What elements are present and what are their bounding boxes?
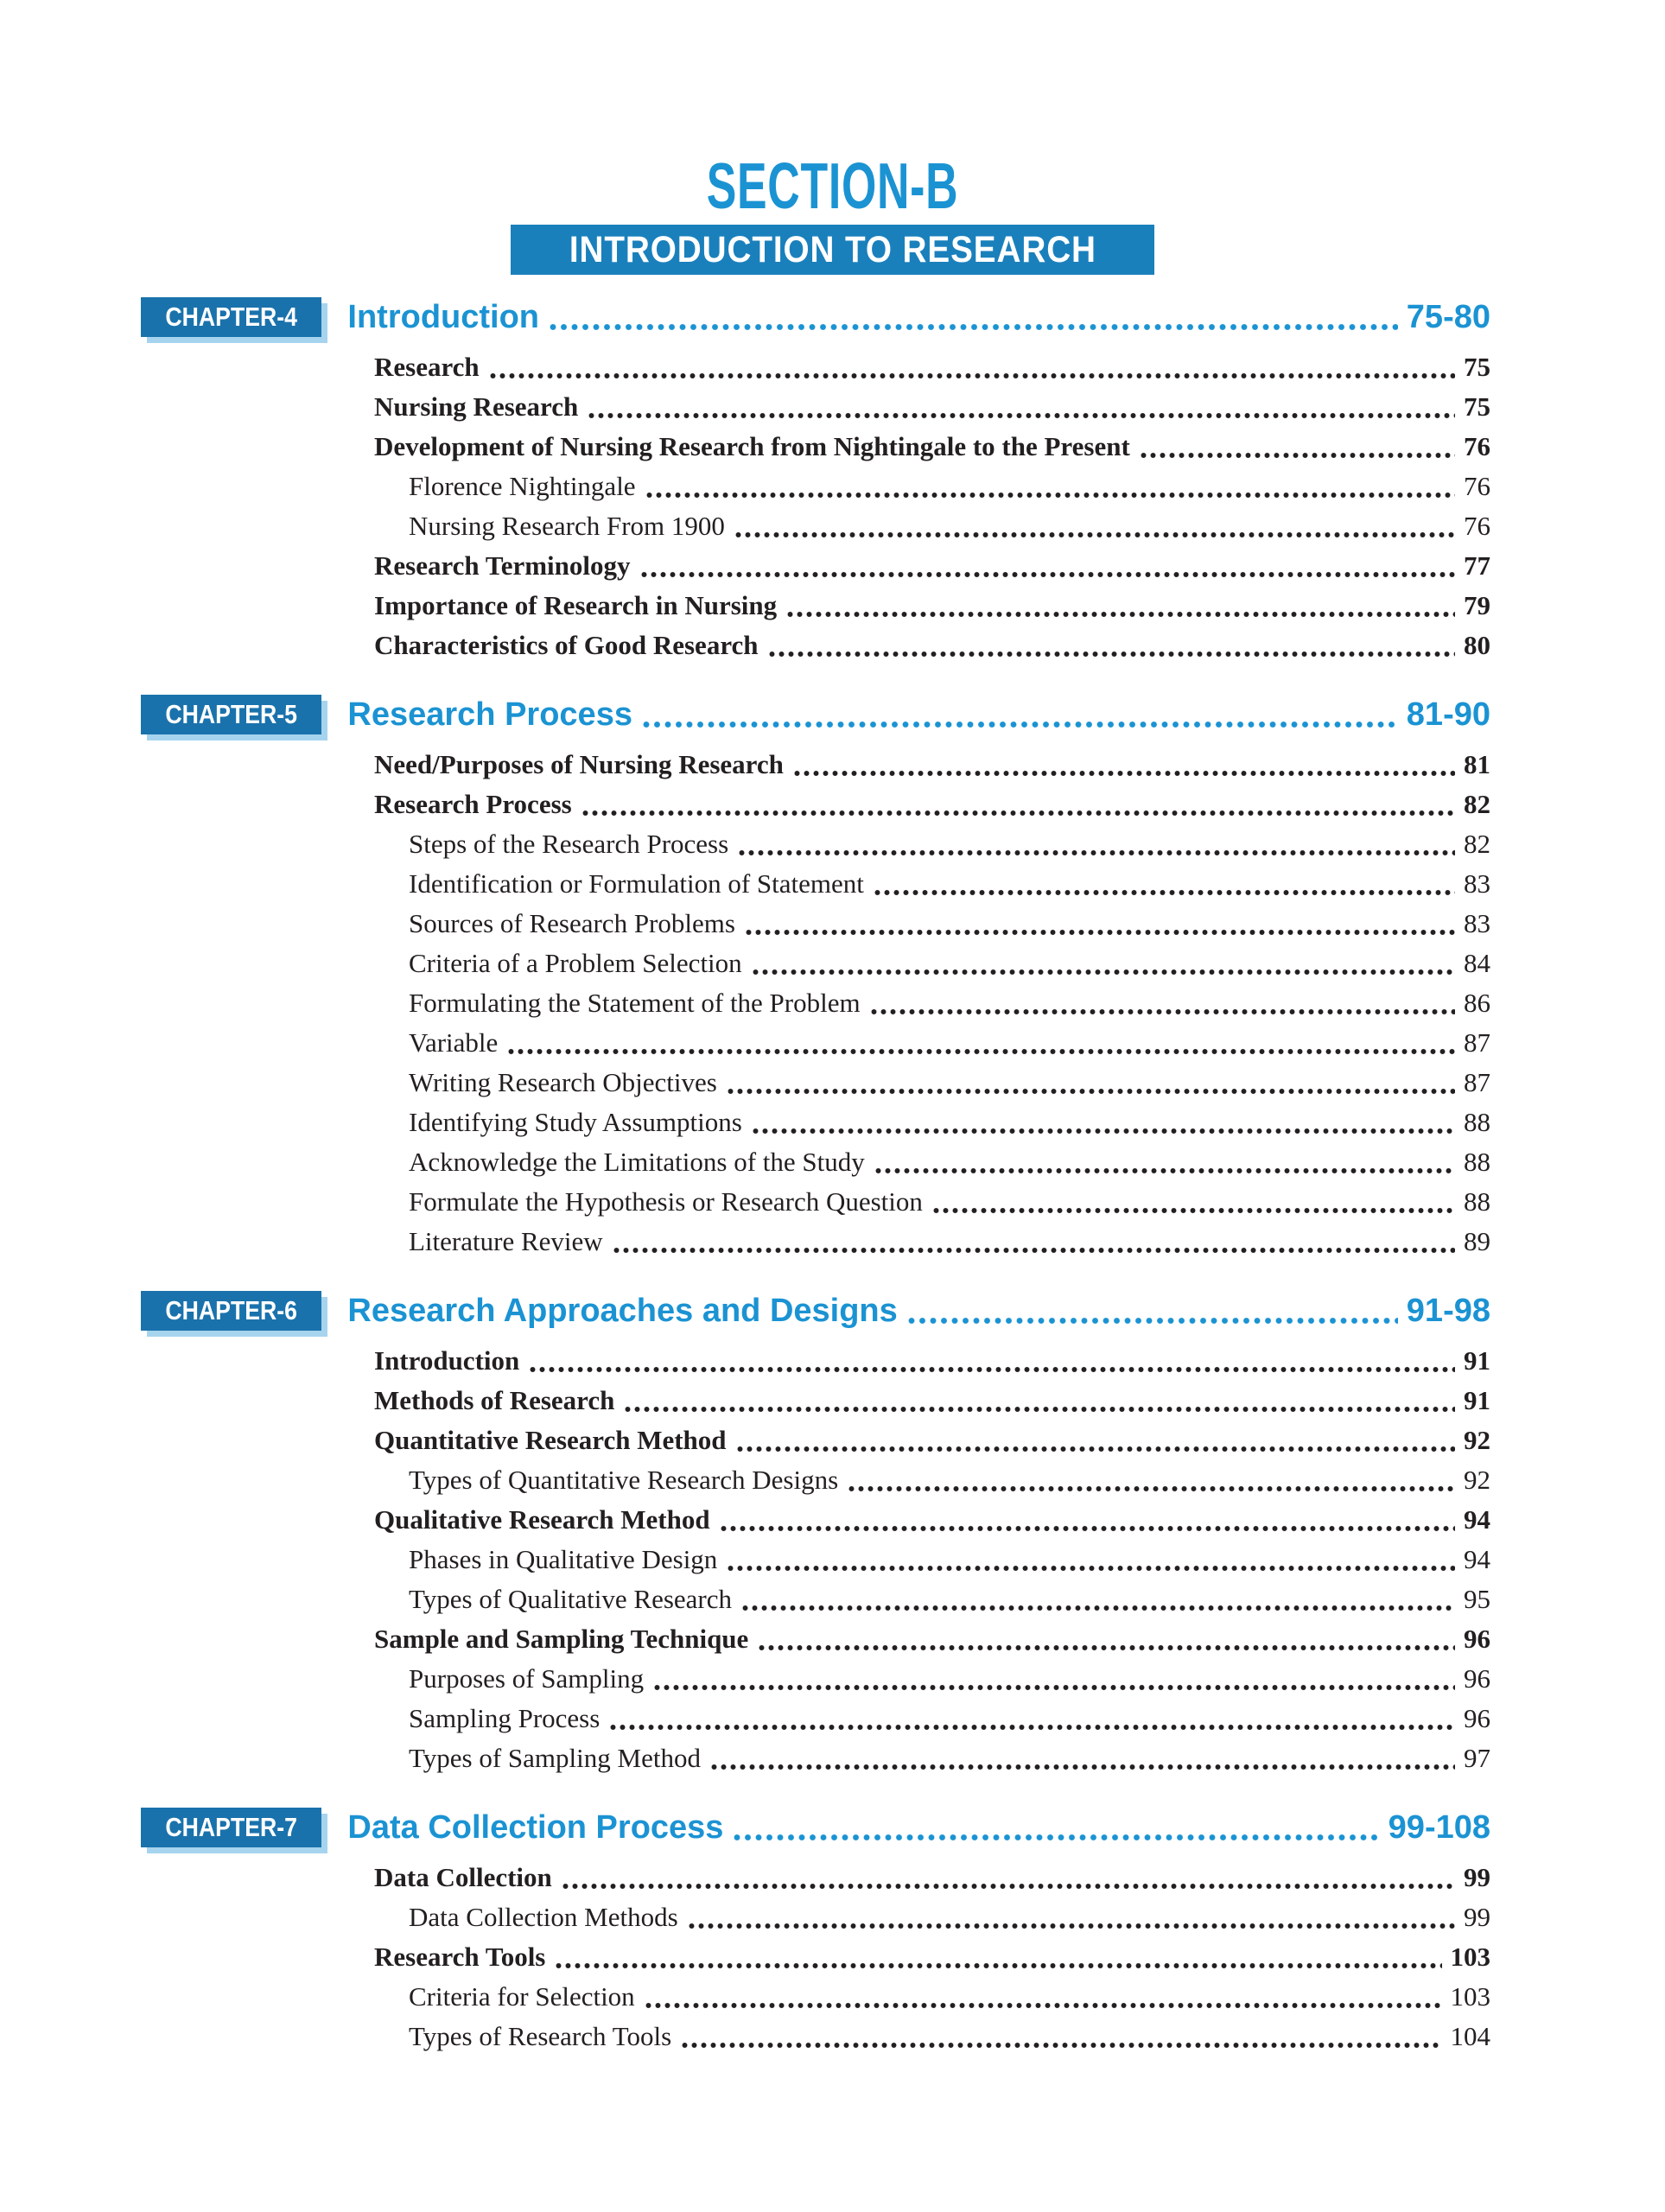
section-banner: [511, 225, 1155, 275]
entry-label: Introduction: [374, 1345, 520, 1376]
entry-label: Characteristics of Good Research: [374, 630, 759, 660]
chapter-badge-label: CHAPTER-4: [165, 302, 297, 332]
toc-entry: [409, 1977, 1490, 2017]
entry-dotted-leader: [933, 1207, 1455, 1214]
chapter-entries: [141, 1341, 1490, 1778]
chapter-dotted-leader: [643, 721, 1398, 728]
toc-entry: [374, 586, 1490, 626]
toc-entry: [374, 387, 1490, 427]
toc-entry: [409, 1659, 1490, 1699]
chapter-badge: [141, 1291, 321, 1331]
entry-label: Nursing Research: [374, 391, 579, 422]
chapter-title: Introduction: [347, 298, 540, 335]
entry-page-number: 103: [1450, 1942, 1490, 1972]
toc-entry: [409, 1023, 1490, 1063]
chapter-badge-label: CHAPTER-6: [165, 1295, 297, 1325]
entry-page-number: 99: [1464, 1862, 1490, 1892]
entry-page-number: 76: [1464, 471, 1490, 501]
chapter-entries: [141, 1858, 1490, 2056]
toc-entry: [409, 1063, 1490, 1103]
entry-label: Need/Purposes of Nursing Research: [374, 749, 784, 779]
chapter-badge: [141, 695, 321, 734]
entry-page-number: 82: [1464, 829, 1490, 859]
entry-dotted-leader: [875, 1167, 1455, 1174]
entry-dotted-leader: [737, 1446, 1455, 1452]
entry-dotted-leader: [735, 531, 1455, 538]
entry-label: Sources of Research Problems: [409, 908, 735, 938]
toc-entry: [409, 1182, 1490, 1222]
entry-page-number: 77: [1464, 550, 1490, 581]
toc-entry: [374, 1421, 1490, 1460]
toc-entry: [409, 824, 1490, 864]
entry-page-number: 97: [1464, 1743, 1490, 1773]
entry-dotted-leader: [654, 1684, 1455, 1691]
entry-label: Types of Qualitative Research: [409, 1584, 732, 1614]
toc-entry: [374, 1619, 1490, 1659]
toc-entry: [409, 506, 1490, 546]
entry-dotted-leader: [646, 492, 1455, 499]
entry-dotted-leader: [682, 2042, 1441, 2049]
entry-label: Sampling Process: [409, 1703, 601, 1733]
entry-page-number: 91: [1464, 1345, 1490, 1376]
entry-page-number: 96: [1464, 1624, 1490, 1654]
entry-label: Types of Research Tools: [409, 2021, 672, 2051]
entry-dotted-leader: [753, 1128, 1455, 1135]
entry-label: Methods of Research: [374, 1385, 615, 1415]
entry-page-number: 91: [1464, 1385, 1490, 1415]
toc-entry: [409, 944, 1490, 983]
chapter-block: [141, 695, 1490, 1262]
entry-dotted-leader: [556, 1962, 1441, 1969]
chapter-heading-row: [141, 297, 1490, 337]
entry-dotted-leader: [871, 1008, 1455, 1015]
entry-page-number: 104: [1450, 2021, 1490, 2051]
entry-dotted-leader: [582, 810, 1455, 817]
entry-label: Quantitative Research Method: [374, 1425, 727, 1455]
entry-page-number: 99: [1464, 1902, 1490, 1932]
entry-label: Sample and Sampling Technique: [374, 1624, 749, 1654]
entry-page-number: 75: [1464, 352, 1490, 382]
entry-label: Qualitative Research Method: [374, 1504, 710, 1535]
entry-dotted-leader: [746, 929, 1455, 936]
entry-label: Variable: [409, 1027, 499, 1058]
entry-page-number: 88: [1464, 1147, 1490, 1177]
toc-entry: [374, 1341, 1490, 1381]
entry-page-number: 75: [1464, 391, 1490, 422]
entry-dotted-leader: [848, 1485, 1455, 1492]
chapter-entries: [141, 745, 1490, 1262]
chapter-title: Data Collection Process: [347, 1808, 724, 1846]
toc-entry: [374, 546, 1490, 586]
entry-dotted-leader: [689, 1923, 1455, 1929]
entry-page-number: 84: [1464, 948, 1490, 978]
entry-dotted-leader: [787, 611, 1455, 618]
toc-entry: [374, 427, 1490, 467]
entry-label: Types of Quantitative Research Designs: [409, 1465, 839, 1495]
chapter-block: [141, 297, 1490, 665]
entry-dotted-leader: [711, 1764, 1455, 1770]
chapter-dotted-leader: [908, 1317, 1398, 1325]
toc-entry: [374, 1381, 1490, 1421]
chapter-title: Research Approaches and Designs: [347, 1292, 898, 1329]
entry-label: Types of Sampling Method: [409, 1743, 701, 1773]
entry-dotted-leader: [641, 571, 1456, 578]
entry-label: Data Collection Methods: [409, 1902, 678, 1932]
entry-page-number: 94: [1464, 1504, 1490, 1535]
entry-page-number: 92: [1464, 1425, 1490, 1455]
chapter-heading-row: [141, 695, 1490, 734]
entry-page-number: 80: [1464, 630, 1490, 660]
toc-entry: [374, 626, 1490, 665]
entry-dotted-leader: [721, 1525, 1455, 1532]
entry-label: Research Tools: [374, 1942, 546, 1972]
entry-page-number: 92: [1464, 1465, 1490, 1495]
chapter-dotted-leader: [550, 323, 1398, 331]
section-header: [0, 0, 1665, 275]
entry-page-number: 87: [1464, 1027, 1490, 1058]
chapter-heading-row: [141, 1291, 1490, 1331]
entry-dotted-leader: [588, 412, 1455, 419]
entry-page-number: 86: [1464, 988, 1490, 1018]
entry-label: Development of Nursing Research from Nightingale to the Present: [374, 431, 1130, 461]
entry-page-number: 83: [1464, 908, 1490, 938]
toc-entry: [409, 904, 1490, 944]
entry-dotted-leader: [794, 770, 1455, 777]
chapter-page-range: 81-90: [1406, 696, 1490, 733]
chapter-page-range: 99-108: [1388, 1808, 1490, 1846]
toc-entry: [409, 1103, 1490, 1142]
toc-entry: [409, 1580, 1490, 1619]
toc-entry: [409, 467, 1490, 506]
entry-label: Research Process: [374, 789, 572, 819]
chapter-badge: [141, 1808, 321, 1847]
chapter-entries: [141, 347, 1490, 665]
entry-page-number: 94: [1464, 1544, 1490, 1574]
entry-label: Criteria for Selection: [409, 1981, 635, 2012]
chapter-dotted-leader: [734, 1834, 1379, 1841]
entry-dotted-leader: [645, 2002, 1442, 2009]
entry-label: Acknowledge the Limitations of the Study: [409, 1147, 865, 1177]
entry-dotted-leader: [728, 1565, 1455, 1572]
entry-page-number: 95: [1464, 1584, 1490, 1614]
entry-dotted-leader: [610, 1724, 1455, 1731]
toc-entry: [409, 2017, 1490, 2056]
entry-label: Research Terminology: [374, 550, 631, 581]
entry-dotted-leader: [739, 849, 1455, 856]
entry-label: Data Collection: [374, 1862, 552, 1892]
entry-page-number: 89: [1464, 1226, 1490, 1256]
chapter-page-range: 91-98: [1406, 1292, 1490, 1329]
entry-dotted-leader: [742, 1605, 1455, 1611]
entry-label: Nursing Research From 1900: [409, 511, 725, 541]
toc-entry: [374, 785, 1490, 824]
entry-label: Formulating the Statement of the Problem: [409, 988, 861, 1018]
toc-entry: [374, 1937, 1490, 1977]
entry-label: Literature Review: [409, 1226, 603, 1256]
section-title: SECTION-B: [706, 150, 959, 223]
toc-entry: [409, 1222, 1490, 1262]
entry-label: Writing Research Objectives: [409, 1067, 717, 1097]
entry-dotted-leader: [613, 1247, 1455, 1254]
toc-entry: [409, 1460, 1490, 1500]
toc-entry: [409, 1699, 1490, 1738]
entry-page-number: 83: [1464, 868, 1490, 899]
entry-label: Steps of the Research Process: [409, 829, 729, 859]
toc-entry: [374, 1500, 1490, 1540]
entry-dotted-leader: [530, 1366, 1455, 1373]
entry-dotted-leader: [769, 651, 1455, 658]
toc-entry: [409, 983, 1490, 1023]
entry-dotted-leader: [508, 1048, 1455, 1055]
toc-entry: [409, 1142, 1490, 1182]
entry-page-number: 96: [1464, 1663, 1490, 1694]
entry-label: Florence Nightingale: [409, 471, 636, 501]
entry-dotted-leader: [759, 1644, 1455, 1651]
chapter-block: [141, 1291, 1490, 1778]
toc-entry: [374, 1858, 1490, 1897]
entry-dotted-leader: [753, 969, 1455, 976]
entry-page-number: 88: [1464, 1186, 1490, 1217]
entry-page-number: 96: [1464, 1703, 1490, 1733]
chapter-block: [141, 1808, 1490, 2056]
chapter-badge-label: CHAPTER-5: [165, 699, 297, 729]
entry-dotted-leader: [1141, 452, 1455, 459]
entry-page-number: 82: [1464, 789, 1490, 819]
toc-entry: [409, 1540, 1490, 1580]
toc-entry: [409, 1738, 1490, 1778]
chapter-badge-label: CHAPTER-7: [165, 1812, 297, 1842]
entry-label: Phases in Qualitative Design: [409, 1544, 718, 1574]
toc-entry: [374, 347, 1490, 387]
toc-entry: [409, 1897, 1490, 1937]
entry-page-number: 79: [1464, 590, 1490, 620]
chapter-page-range: 75-80: [1406, 298, 1490, 335]
entry-label: Research: [374, 352, 480, 382]
entry-label: Formulate the Hypothesis or Research Question: [409, 1186, 923, 1217]
entry-label: Purposes of Sampling: [409, 1663, 645, 1694]
entry-dotted-leader: [562, 1883, 1455, 1890]
entry-page-number: 88: [1464, 1107, 1490, 1137]
chapter-title: Research Process: [347, 696, 632, 733]
entry-label: Identifying Study Assumptions: [409, 1107, 742, 1137]
entry-dotted-leader: [874, 889, 1455, 896]
chapter-heading-row: [141, 1808, 1490, 1847]
chapter-badge: [141, 297, 321, 337]
entry-label: Identification or Formulation of Statement: [409, 868, 864, 899]
entry-label: Criteria of a Problem Selection: [409, 948, 742, 978]
entry-label: Importance of Research in Nursing: [374, 590, 778, 620]
toc-entry: [409, 864, 1490, 904]
entry-page-number: 81: [1464, 749, 1490, 779]
entry-page-number: 76: [1464, 431, 1490, 461]
toc-entry: [374, 745, 1490, 785]
entry-dotted-leader: [728, 1088, 1455, 1095]
entry-page-number: 87: [1464, 1067, 1490, 1097]
entry-page-number: 103: [1450, 1981, 1490, 2012]
section-banner-label: INTRODUCTION TO RESEARCH: [569, 229, 1096, 270]
entry-dotted-leader: [625, 1406, 1455, 1413]
entry-dotted-leader: [490, 372, 1455, 379]
entry-page-number: 76: [1464, 511, 1490, 541]
chapter-list: [141, 297, 1490, 2056]
